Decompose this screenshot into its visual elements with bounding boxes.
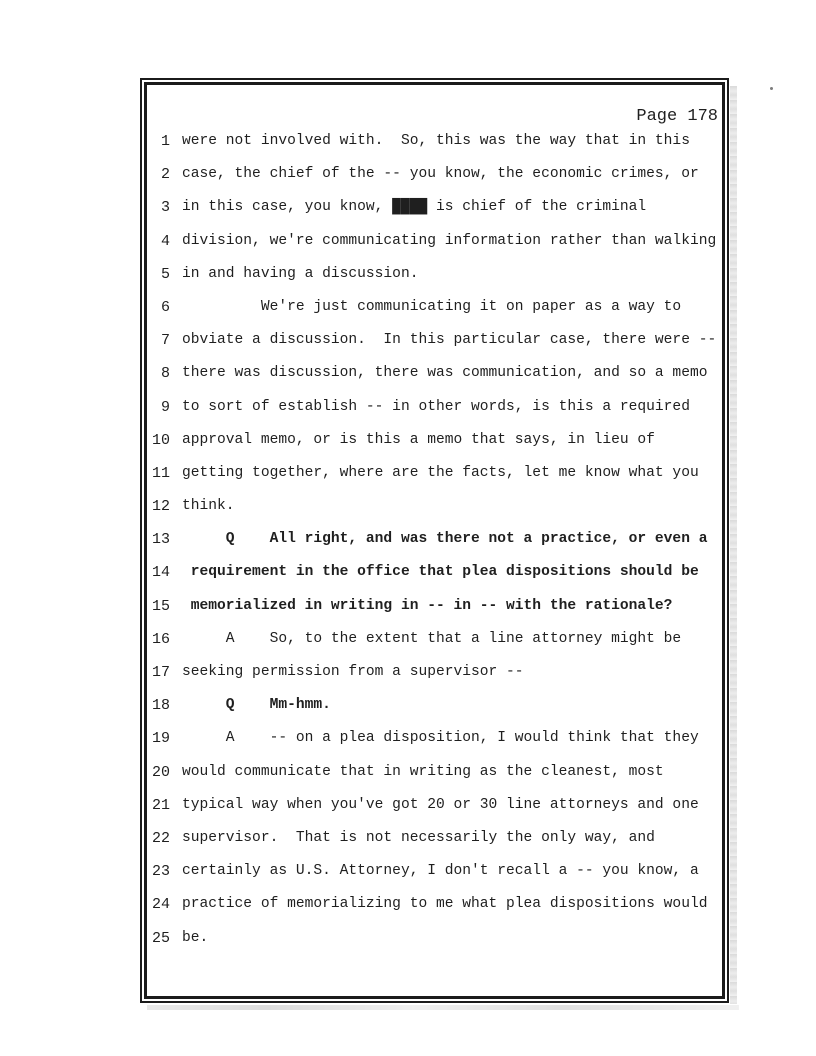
transcript-line <box>142 556 727 589</box>
transcript-line <box>142 623 727 656</box>
line-number: 4 <box>160 232 170 250</box>
line-text: memorialized in writing in -- in -- with the rationale? <box>182 597 673 614</box>
line-text: practice of memorializing to me what plea dispositions would <box>182 896 708 913</box>
line-number: 7 <box>160 332 170 350</box>
line-text: certainly as U.S. Attorney, I don't recall a -- you know, a <box>182 863 699 880</box>
transcript-line <box>142 291 727 324</box>
transcript-line <box>142 722 727 755</box>
transcript-line <box>142 590 727 623</box>
line-text: think. <box>182 498 235 515</box>
line-number: 21 <box>151 796 170 814</box>
line-text: would communicate that in writing as the cleanest, most <box>182 763 664 780</box>
line-text: there was discussion, there was communication, and so a memo <box>182 365 708 382</box>
line-text: seeking permission from a supervisor -- <box>182 664 524 680</box>
page-number: Page 178 <box>636 107 718 126</box>
transcript-line <box>142 125 727 158</box>
transcript-line <box>142 391 727 424</box>
line-text: typical way when you've got 20 or 30 line attorneys and one <box>182 796 699 813</box>
scan-speck <box>770 87 773 90</box>
line-number: 23 <box>151 863 170 881</box>
line-text: obviate a discussion. In this particular case, there were -- <box>182 332 717 349</box>
line-text: requirement in the office that plea dispositions should be <box>182 564 699 581</box>
line-number: 16 <box>151 630 170 648</box>
transcript-line <box>142 324 727 357</box>
transcript-line <box>142 756 727 789</box>
line-number: 14 <box>151 564 170 582</box>
line-text: getting together, where are the facts, let me know what you <box>182 464 699 481</box>
line-text: in and having a discussion. <box>182 265 419 282</box>
transcript-line <box>142 523 727 556</box>
transcript-line <box>142 424 727 457</box>
transcript-line <box>142 357 727 390</box>
line-text: be. <box>182 929 209 946</box>
transcript-line <box>142 855 727 888</box>
transcript-line <box>142 191 727 224</box>
transcript-line <box>142 457 727 490</box>
line-number: 6 <box>160 298 170 316</box>
line-text: A So, to the extent that a line attorney might be <box>182 630 682 647</box>
transcript-line <box>142 822 727 855</box>
line-text: We're just communicating it on paper as a way to <box>182 298 682 315</box>
line-number: 5 <box>160 265 170 283</box>
transcript-line <box>142 888 727 921</box>
line-number: 13 <box>151 531 170 549</box>
transcript-line <box>142 158 727 191</box>
line-number: 2 <box>160 166 170 184</box>
transcript-line <box>142 922 727 955</box>
line-text: case, the chief of the -- you know, the economic crimes, or <box>182 166 699 183</box>
line-number: 19 <box>151 730 170 748</box>
line-text: Q All right, and was there not a practice, or even a <box>182 531 708 548</box>
line-text: Q Mm-hmm. <box>182 697 331 714</box>
transcript-line <box>142 656 727 689</box>
line-text: in this case, you know, ████ is chief of the criminal <box>182 199 647 216</box>
line-text: were not involved with. So, this was the way that in this <box>182 133 690 149</box>
line-text: supervisor. That is not necessarily the only way, and <box>182 829 655 846</box>
line-number: 10 <box>151 431 170 449</box>
line-text: approval memo, or is this a memo that says, in lieu of <box>182 431 655 448</box>
line-number: 12 <box>151 498 170 516</box>
transcript-line <box>142 225 727 258</box>
line-text: division, we're communicating information rather than walking <box>182 232 717 249</box>
line-number: 15 <box>151 597 170 615</box>
line-text: A -- on a plea disposition, I would think that they <box>182 730 699 747</box>
transcript-line <box>142 258 727 291</box>
transcript-line <box>142 689 727 722</box>
transcript-lines <box>142 125 727 955</box>
line-text: to sort of establish -- in other words, is this a required <box>182 398 690 415</box>
line-number: 11 <box>151 464 170 482</box>
line-number: 24 <box>151 896 170 914</box>
line-number: 1 <box>160 133 170 150</box>
line-number: 8 <box>160 365 170 383</box>
line-number: 17 <box>151 664 170 681</box>
line-number: 22 <box>151 829 170 847</box>
transcript-line <box>142 789 727 822</box>
line-number: 18 <box>151 697 170 715</box>
line-number: 25 <box>151 929 170 947</box>
transcript-page <box>140 78 729 1003</box>
scan-smudge <box>147 1005 739 1010</box>
scan-edge-artifact <box>730 86 737 1004</box>
line-number: 9 <box>160 398 170 416</box>
line-number: 20 <box>151 763 170 781</box>
line-number: 3 <box>160 199 170 217</box>
transcript-line <box>142 490 727 523</box>
